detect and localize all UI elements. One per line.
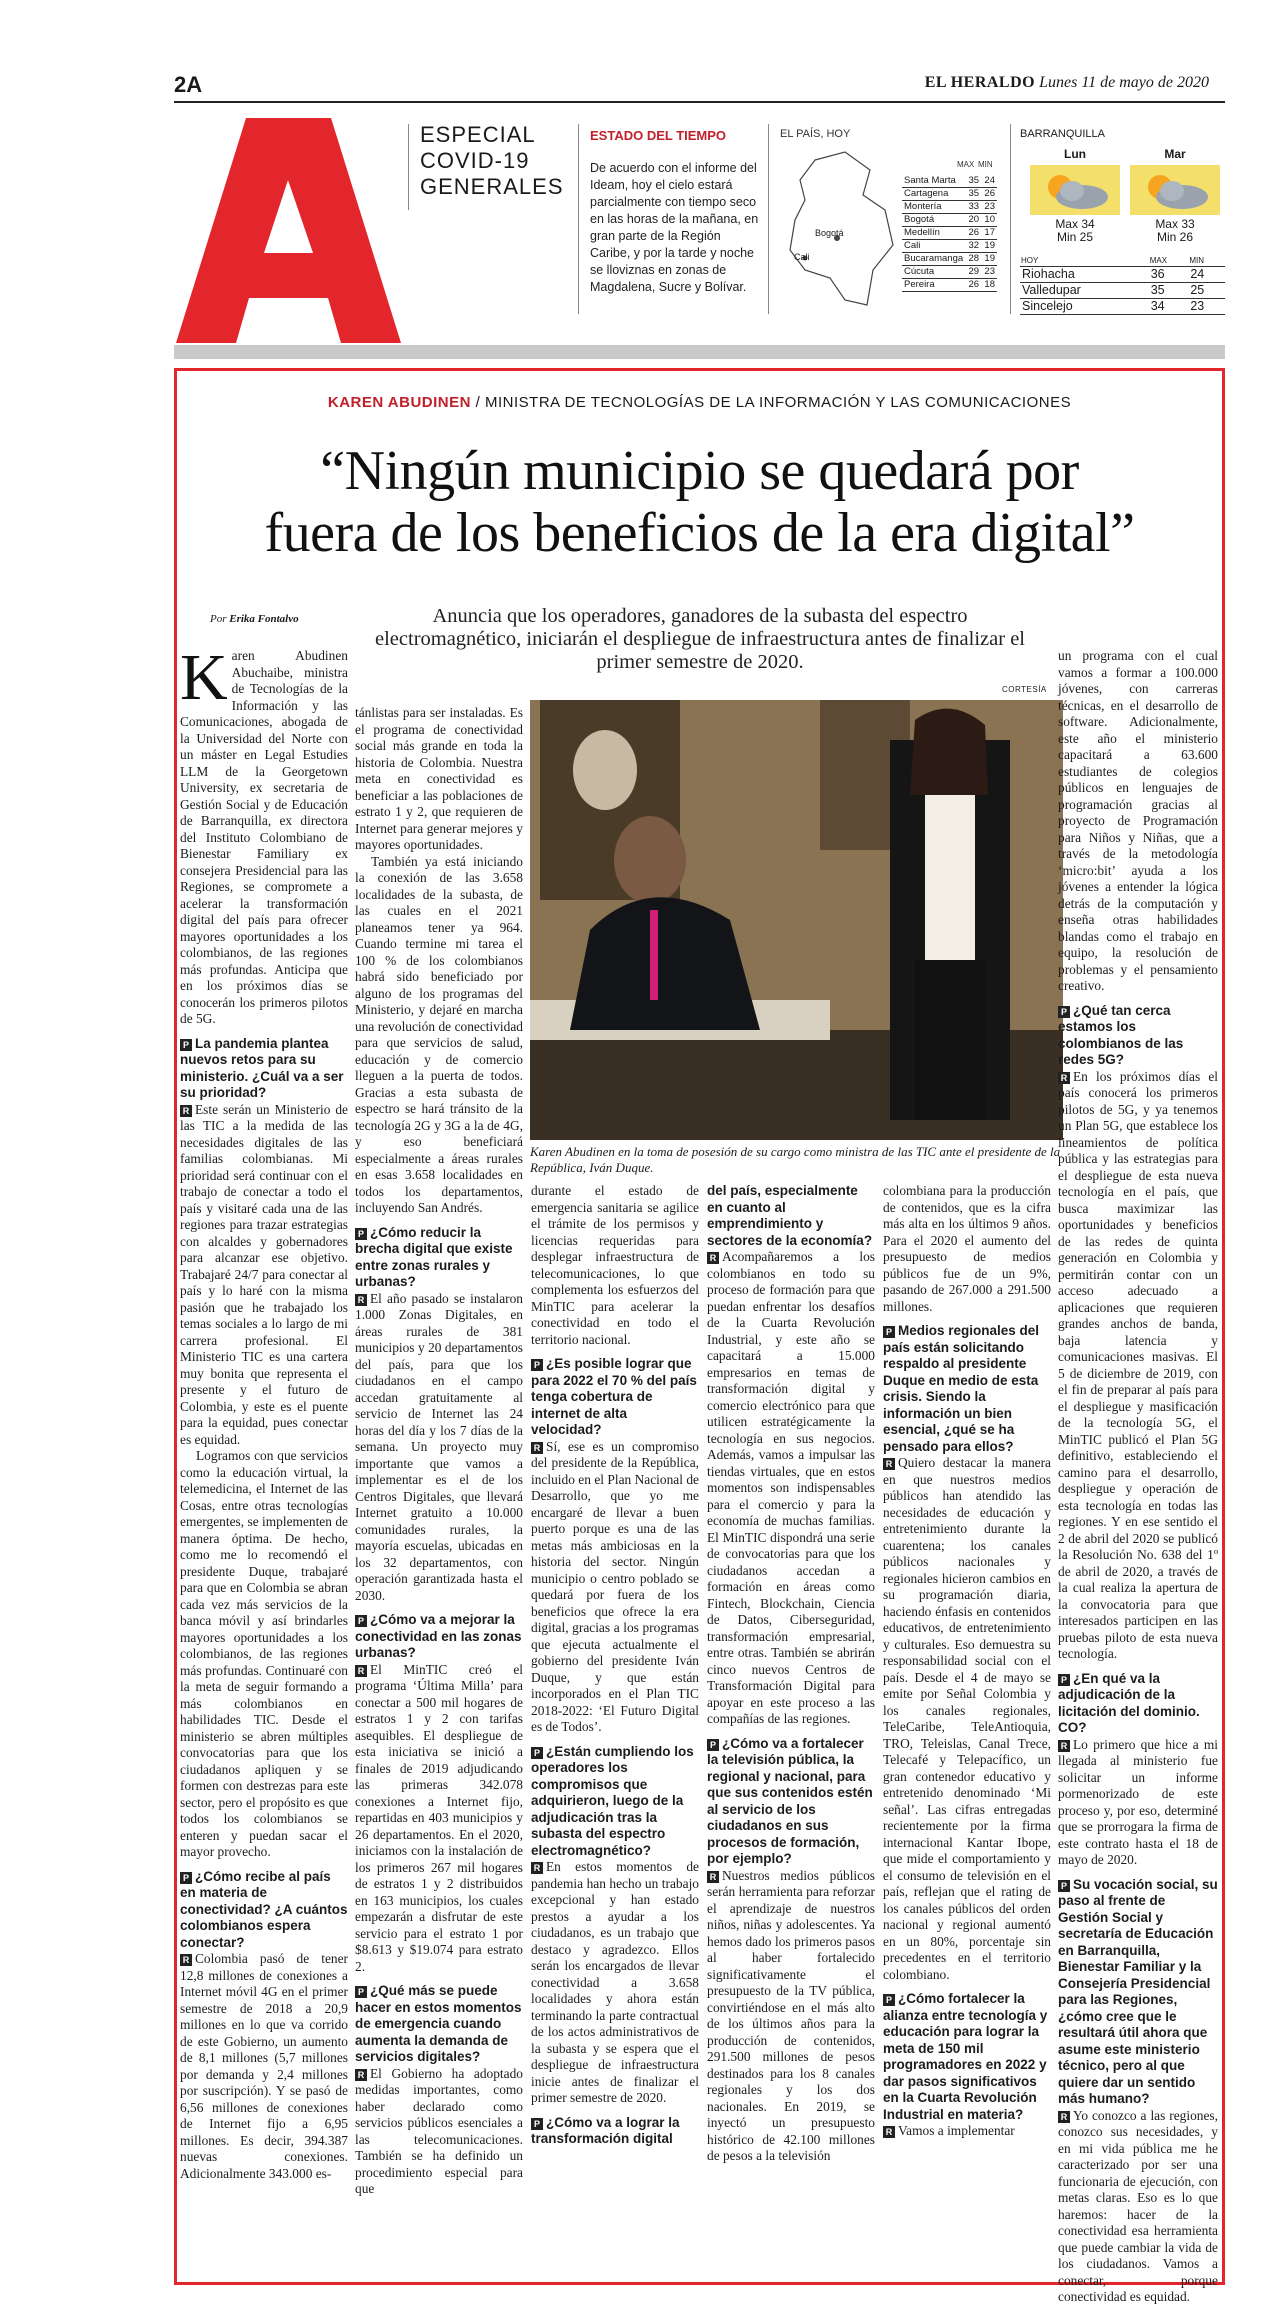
photo-caption: Karen Abudinen en la toma de posesión de su cargo como ministra de las TIC ante el presidente de la República, Iván Duque. bbox=[530, 1144, 1061, 1175]
page-number: 2A bbox=[174, 72, 203, 97]
map-label-bogota: Bogotá bbox=[815, 228, 844, 238]
answer-text: Este serán un Ministerio de las TIC a la medida de las necesidades digitales de las familias colombianas. Mi prioridad será continuar con el trabajo de conectar a todo el país y visitaré cada una de las regiones para trazar estrategias con alcaldes y gobernadores para alcanzar ese objetivo. Trabajaré 24/7 para conectar al país y lo haré con la misma pasión que he trabajado los temas sociales a lo largo de mi carrera profesional. El Ministerio TIC es una cartera muy bonita que representa el presente y el futuro de Colombia, y este es el puente para la equidad, pues conectar es equidad. bbox=[180, 1101, 348, 1447]
question bbox=[883, 1323, 1051, 1455]
section-line-1: ESPECIAL bbox=[420, 122, 536, 147]
kicker-name: KAREN ABUDINEN bbox=[327, 394, 471, 411]
answer bbox=[180, 1102, 348, 1449]
byline bbox=[210, 613, 299, 625]
max-header: MAX bbox=[1149, 255, 1189, 267]
city-name: Pereira bbox=[902, 279, 965, 292]
day1-temps bbox=[1030, 218, 1120, 244]
regional-row bbox=[1020, 267, 1225, 283]
question-text: La pandemia plantea nuevos retos para su ministerio. ¿Cuál va a ser su prioridad? bbox=[180, 1035, 344, 1100]
question-tag-icon: P bbox=[1058, 1006, 1070, 1018]
answer-tag-icon: R bbox=[1058, 1072, 1070, 1084]
kicker-role: MINISTRA DE TECNOLOGÍAS DE LA INFORMACIÓN Y LAS COMUNICACIONES bbox=[485, 394, 1072, 411]
answer-tag-icon: R bbox=[707, 1252, 719, 1264]
city-max: 26 bbox=[965, 279, 981, 292]
regional-min: 25 bbox=[1188, 283, 1225, 299]
article-column-4 bbox=[707, 1183, 875, 2280]
question-text: ¿Cómo va a fortalecer la televisión pública, la regional y nacional, para que sus contenidos estén al servicio de los ciudadanos en sus procesos de formación, por ejemplo? bbox=[707, 1735, 873, 1866]
answer-text: Sí, ese es un compromiso del presidente de la República, incluido en el Plan Nacional de Desarrollo, que yo me encargaré de llevar a buen puerto porque es una de las metas más ambiciosas en la historia del sector. Ningún municipio o centro poblado se quedará por fuera de los beneficios que ofrece la era digital, gracias a los programas que ejecuta actualmente el gobierno del presidente Iván Duque, y que están incorporados en el Plan TIC 2018-2022: ‘El Futuro Digital es de Todos’. bbox=[531, 1438, 699, 1734]
city-name: Montería bbox=[902, 201, 965, 214]
map-label-cali: Cali bbox=[794, 252, 810, 262]
answer bbox=[355, 1291, 523, 1605]
question-text: ¿Cómo fortalecer la alianza entre tecnología y educación para lograr la meta de 150 mil programadores en 2022 y dar pasos significativos en la Cuarta Revolución Industrial en materia? bbox=[883, 1991, 1048, 2122]
divider bbox=[408, 124, 409, 210]
regional-name: Valledupar bbox=[1020, 283, 1149, 299]
answer-text: El MinTIC creó el programa ‘Última Milla’ para conectar a 500 mil hogares de estratos 1 y 2 con tarifas asequibles. El despliegue de esta iniciativa se inició a finales de 2019 adjudicando las primeras 342.078 conexiones a Internet fijo, repartidas en 403 municipios y 26 departamentos. En el 2020, iniciamos con la instalación de los primeros 267 mil hogares de estratos 1 y 2 distribuidos en 163 municipios, los cuales empezarán a disfrutar de este servicio para el estrato 1 por $8.613 y $19.074 para estrato 2. bbox=[355, 1661, 523, 1974]
answer bbox=[531, 1439, 699, 1736]
masthead-date: Lunes 11 de mayo de 2020 bbox=[1039, 74, 1209, 91]
city-max: 29 bbox=[965, 266, 981, 279]
answer-text: Yo conozco a las regiones, conozco sus necesidades, y en mi vida pública me he caracterizado por ser una funcionaria de ejecución, con metas claras. Eso es lo que haremos: hacer de la conectividad esa herramienta que puede cambiar la vida de los ciudadanos. Vamos a conectar, porque conectividad es equidad. bbox=[1058, 2107, 1218, 2304]
answer-tag-icon: R bbox=[531, 1862, 543, 1874]
city-row bbox=[902, 266, 997, 279]
answer-text: En los próximos días el país conocerá los primeros pilotos de 5G, y ya tenemos un Plan 5G, que establece los lineamientos de política pública y las estrategias para el despliegue de esta nueva tecnología en el país, que busca maximizar las oportunidades y beneficios de las redes de quinta generación en Colombia y permitirán contar con un acceso adecuado a aplicaciones que requieren grandes anchos de banda, baja latencia y comunicaciones masivas. El 5 de diciembre de 2019, con el fin de preparar al país para el despliegue y masificación de la tecnología 5G, el MinTIC publicó el Plan 5G definitivo, estableciendo el camino para el desarrollo, despliegue y operación de esta tecnología en todas las regiones. Y en ese sentido el 2 de abril del 2020 se publicó la Resolución No. 638 del 1º de abril de 2020, a través de la cual realiza la apertura de la convocatoria para que interesados participen en las pruebas piloto de esta nueva tecnología. bbox=[1058, 1068, 1218, 1661]
answer-text: Colombia pasó de tener 12,8 millones de conexiones a Internet móvil 4G en el primer semestre de 2018 a 20,9 millones en lo que va corrido de este Gobierno, un aumento de 8,1 millones (5,7 millones por demanda y 2,4 millones por suscripción). Y se pasó de 6,56 millones de conexiones de Internet fijo a 6,95 millones. Es decir, 394.387 nuevas conexiones. Adicionalmente 343.000 es- bbox=[180, 1951, 348, 2181]
question-text: Medios regionales del país están solicitando respaldo al presidente Duque en medio de esta crisis. Siendo la información un bien esencial, ¿qué se ha pensado para ellos? bbox=[883, 1323, 1040, 1454]
city-row bbox=[902, 214, 997, 227]
answer bbox=[707, 1249, 875, 1728]
question bbox=[707, 1183, 875, 1249]
answer bbox=[1058, 2108, 1218, 2306]
question bbox=[355, 1612, 523, 1662]
paragraph: durante el estado de emergencia sanitaria se agilice el trámite de los permisos y licencias requeridas para desplegar infraestructura de telecomunicaciones, lo que complementa los esfuerzos del MinTIC para acelerar la conectividad en todo el territorio nacional. bbox=[531, 1183, 699, 1347]
answer-text: Quiero destacar la manera en que nuestros medios públicos han atendido las necesidades de educación y entretenimiento durante la cuarentena; los canales públicos nacionales y regionales hicieron cambios en su programación diaria, haciendo énfasis en contenidos educativos, de entretenimiento y culturales. Eso demuestra su responsabilidad social con el país. Desde el 4 de mayo se emite por Señal Colombia y los canales regionales, TeleCaribe, TeleAntioquia, TRO, Teleislas, Canal Trece, Telecafé y Telepacífico, un gran contenedor educativo y entretenido denominado ‘Mi señal’. Las cifras entregadas recientemente por la firma internacional Kantar Ibope, que mide el comportamiento y el consumo de televisión en el país, reflejan que el rating de los canales públicos del orden nacional y regional aumentó en un 80%, porcentaje sin precedentes en el territorio colombiano. bbox=[883, 1455, 1051, 1982]
answer bbox=[531, 1859, 699, 2107]
answer-text: En estos momentos de pandemia han hecho un trabajo excepcional y han estado prestos a ayudar a los ciudadanos, es un trabajo que destaco y agradezco. Ellos serán los encargados de llevar conectividad a 3.658 localidades y ahora están terminando la parte contractual de los actos administrativos de la subasta y se espera que el despliegue de infraestructura inicie antes de finalizar el primer semestre de 2020. bbox=[531, 1859, 699, 2105]
question-tag-icon: P bbox=[531, 1747, 543, 1759]
barranquilla-label: BARRANQUILLA bbox=[1020, 128, 1105, 140]
regional-name: Sincelejo bbox=[1020, 299, 1149, 315]
weather-title: ESTADO DEL TIEMPO bbox=[590, 128, 727, 143]
kicker bbox=[174, 394, 1225, 411]
deck: Anuncia que los operadores, ganadores de la subasta del espectro electromagnético, iniciarán el despliegue de infraestructura antes de finalizar el primer semestre de 2020. bbox=[375, 605, 1025, 673]
question-text: ¿Qué tan cerca estamos los colombianos de las redes 5G? bbox=[1058, 1002, 1184, 1067]
day1-min: Min 25 bbox=[1056, 230, 1094, 244]
question bbox=[180, 1869, 348, 1952]
question bbox=[355, 1983, 523, 2066]
answer-tag-icon: R bbox=[1058, 2111, 1070, 2123]
regional-row bbox=[1020, 299, 1225, 315]
answer bbox=[180, 1951, 348, 2182]
section-line-3: GENERALES bbox=[420, 174, 564, 199]
regional-min: 24 bbox=[1188, 267, 1225, 283]
city-max: 33 bbox=[965, 201, 981, 214]
answer-text: Nuestros medios públicos serán herramienta para reforzar el aprendizaje de nuestros niños, niñas y adolescentes. Ya hemos dado los primeros pasos al haber fortalecido significativamente el presupuesto de la TV pública, convirtiéndose en el más alto de los últimos años para la producción de contenidos, 291.500 millones de pesos destinados para los 8 canales regionales y los dos nacionales. En 2019, se inyectó un presupuesto histórico de 42.100 millones de pesos a la televisión bbox=[707, 1867, 875, 2163]
section-line-2: COVID-19 bbox=[420, 148, 530, 173]
answer-text: El año pasado se instalaron 1.000 Zonas Digitales, en áreas rurales de 381 municipios y 20 departamentos del país, para que los ciudadanos en el campo accedan gratuitamente al servicio de Internet las 24 horas del día y los 7 días de la semana. Un proyecto muy importante que vamos a implementar es el de los Centros Digitales, que llevará Internet gratuito a 10.000 comunidades rurales, la mayoría escuelas, ubicadas en los 32 departamentos, con operación garantizada hasta el 2030. bbox=[355, 1290, 523, 1603]
section-letter-logo bbox=[176, 118, 401, 343]
city-min: 23 bbox=[981, 266, 997, 279]
city-max: 26 bbox=[965, 227, 981, 240]
question-tag-icon: P bbox=[355, 1615, 367, 1627]
regional-max: 35 bbox=[1149, 283, 1189, 299]
answer-tag-icon: R bbox=[355, 1665, 367, 1677]
partly-cloudy-icon bbox=[1130, 165, 1220, 215]
drop-cap: K bbox=[180, 641, 228, 714]
answer-tag-icon: R bbox=[355, 1294, 367, 1306]
city-name: Medellín bbox=[902, 227, 965, 240]
city-min: 26 bbox=[981, 188, 997, 201]
article-column-3 bbox=[531, 1183, 699, 2280]
forecast-day-1: Lun bbox=[1064, 147, 1086, 161]
answer-tag-icon: R bbox=[883, 2126, 895, 2138]
question bbox=[531, 1744, 699, 1860]
answer bbox=[1058, 1737, 1218, 1869]
question-tag-icon: P bbox=[531, 1359, 543, 1371]
question bbox=[531, 1356, 699, 1439]
answer bbox=[883, 2123, 1051, 2140]
answer bbox=[883, 1455, 1051, 1983]
regional-max: 36 bbox=[1149, 267, 1189, 283]
city-min: 19 bbox=[981, 240, 997, 253]
question bbox=[707, 1736, 875, 1868]
hoy-header: HOY bbox=[1020, 255, 1149, 267]
city-row bbox=[902, 240, 997, 253]
answer bbox=[355, 1662, 523, 1976]
day2-temps bbox=[1130, 218, 1220, 244]
city-max: 20 bbox=[965, 214, 981, 227]
country-label: EL PAÍS, HOY bbox=[780, 128, 851, 140]
divider bbox=[768, 124, 769, 314]
city-min: 23 bbox=[981, 201, 997, 214]
article-column-2 bbox=[355, 705, 523, 2280]
question-tag-icon: P bbox=[355, 1228, 367, 1240]
question-text: ¿Qué más se puede hacer en estos momentos de emergencia cuando aumenta la demanda de servicios digitales? bbox=[355, 1983, 522, 2064]
section-label bbox=[420, 122, 590, 200]
answer-tag-icon: R bbox=[1058, 1740, 1070, 1752]
question bbox=[180, 1036, 348, 1102]
answer-text: Lo primero que hice a mi llegada al ministerio fue solicitar un informe pormenorizado de este proceso y, por eso, determiné que se prorrogara la firma de este contrato hasta el 18 de mayo de 2020. bbox=[1058, 1736, 1218, 1867]
weather-text: De acuerdo con el informe del Ideam, hoy el cielo estará parcialmente con tiempo seco en las horas de la mañana, en gran parte de la Región Caribe, y por la tarde y noche se lloviznas en zonas de Magdalena, Sucre y Bolívar. bbox=[590, 161, 759, 294]
answer-tag-icon: R bbox=[707, 1871, 719, 1883]
answer-tag-icon: R bbox=[883, 1458, 895, 1470]
article-column-6 bbox=[1058, 648, 1218, 2304]
city-row bbox=[902, 201, 997, 214]
question-text: ¿Cómo reducir la brecha digital que existe entre zonas rurales y urbanas? bbox=[355, 1224, 513, 1289]
regional-name: Riohacha bbox=[1020, 267, 1149, 283]
question-tag-icon: P bbox=[180, 1039, 192, 1051]
masthead bbox=[925, 74, 1209, 92]
top-rule bbox=[174, 101, 1225, 103]
city-row bbox=[902, 253, 997, 266]
question bbox=[531, 2115, 699, 2148]
city-min: 24 bbox=[981, 175, 997, 188]
article-column-1 bbox=[180, 641, 348, 2280]
question-text: del país, especialmente en cuanto al emprendimiento y sectores de la economía? bbox=[707, 1183, 873, 1248]
city-max: 28 bbox=[965, 253, 981, 266]
city-weather-table bbox=[902, 175, 997, 292]
section-divider-bar bbox=[174, 345, 1225, 359]
paragraph: También ya está iniciando la conexión de las 3.658 localidades de la subasta, de las cuales en el 2021 planeamos tener ya 964. Cuando termine mi tarea el 100 % de los colombianos habrá sido beneficiado por alguno de los programas del Ministerio, y dejaré en marcha una revolución de conectividad para que servicios de salud, educación y de comercio lleguen a la puerta de todos. Gracias a esta subasta de espectro se hará tránsito de la tecnología 2G y 3G a la de 4G, y eso beneficiará especialmente a áreas rurales en esas 3.658 localidades en todos los departamentos, incluyendo San Andrés. bbox=[355, 853, 523, 1215]
question-tag-icon: P bbox=[355, 1986, 367, 1998]
city-row bbox=[902, 188, 997, 201]
city-name: Bogotá bbox=[902, 214, 965, 227]
min-header: MIN bbox=[1188, 255, 1225, 267]
regional-weather-table bbox=[1020, 255, 1225, 315]
city-row bbox=[902, 175, 997, 188]
question-tag-icon: P bbox=[883, 1994, 895, 2006]
regional-max: 34 bbox=[1149, 299, 1189, 315]
answer-tag-icon: R bbox=[531, 1442, 543, 1454]
paragraph: Logramos con que servicios como la educación virtual, la telemedicina, el Internet de las Cosas, entre otras tecnologías emergentes, se implementen de manera óptima. De hecho, como me lo recomendó el presidente Duque, trabajaré para que en Colombia se abran cada vez más servicios de la banca móvil y así brindarles mayores oportunidades a los colombianos, de las regiones más profundas. Continuaré con la meta de seguir formando a más colombianos en habilidades TIC. Desde el ministerio se abren múltiples convocatorias para que los ciudadanos apliquen y se formen con destrezas para este sector, pero el propósito es que todos los colombianos se enteren y puedan sacar el mayor provecho. bbox=[180, 1448, 348, 1859]
answer-tag-icon: R bbox=[180, 1105, 192, 1117]
answer-text: El Gobierno ha adoptado medidas importantes, como haber declarado como servicios públicos esenciales a las telecomunicaciones. También se ha definido un procedimiento especial para que bbox=[355, 2065, 523, 2196]
city-min: 10 bbox=[981, 214, 997, 227]
city-row bbox=[902, 227, 997, 240]
max-header: MAX bbox=[957, 160, 975, 169]
question bbox=[883, 1991, 1051, 2123]
question-text: ¿En qué va la adjudicación de la licitación del dominio. CO? bbox=[1058, 1670, 1200, 1735]
city-min: 17 bbox=[981, 227, 997, 240]
partly-cloudy-icon bbox=[1030, 165, 1120, 215]
byline-author: Erika Fontalvo bbox=[229, 613, 299, 625]
question bbox=[1058, 1003, 1218, 1069]
question-text: ¿Es posible lograr que para 2022 el 70 % del país tenga cobertura de internet de alta velocidad? bbox=[531, 1356, 697, 1437]
day1-max: Max 34 bbox=[1055, 217, 1095, 231]
city-min: 18 bbox=[981, 279, 997, 292]
city-name: Bucaramanga bbox=[904, 253, 964, 264]
question-text: ¿Cómo va a mejorar la conectividad en las zonas urbanas? bbox=[355, 1612, 522, 1660]
question-tag-icon: P bbox=[1058, 1880, 1070, 1892]
regional-min: 23 bbox=[1188, 299, 1225, 315]
photo-credit: CORTESÍA bbox=[1002, 685, 1047, 694]
day2-max: Max 33 bbox=[1155, 217, 1195, 231]
city-name: Cúcuta bbox=[902, 266, 965, 279]
city-name: Cartagena bbox=[902, 188, 965, 201]
paragraph: un programa con el cual vamos a formar a 100.000 jóvenes, con carreras técnicas, en el desarrollo de software. Adicionalmente, este año el ministerio capacitará a 63.600 estudiantes de colegios públicos en lenguajes de programación gracias al proyecto de Programación para Niños y Niñas, que a través de la metodología ‘micro:bit’ ayuda a los jóvenes a entender la lógica detrás de la computación y enseña otras habilidades blandas como el trabajo en equipo, la resolución de problemas y el pensamiento creativo. bbox=[1058, 648, 1218, 993]
byline-prefix: Por bbox=[210, 613, 230, 625]
min-header: MIN bbox=[978, 160, 993, 169]
day2-min: Min 26 bbox=[1156, 230, 1194, 244]
answer bbox=[707, 1868, 875, 2165]
paragraph: colombiana para la producción de contenidos, que es la cifra más alta en los últimos 9 años. Para el 2020 el aumento del presupuesto de medios públicos fue de un 9%, pasando de 267.000 a 291.500 millones. bbox=[883, 1183, 1051, 1314]
kicker-separator: / bbox=[470, 394, 485, 411]
headline-line-2: fuera de los beneficios de la era digital” bbox=[264, 502, 1135, 564]
city-max: 35 bbox=[965, 188, 981, 201]
answer-tag-icon: R bbox=[355, 2069, 367, 2081]
question-text: Su vocación social, su paso al frente de Gestión Social y secretaría de Educación en Barranquilla, Bienestar Familiar y la Consejería Presidencial para las Regiones, ¿cómo cree que le resultará útil ahora que asume este ministerio técnico, pero al que quiere dar un sentido más humano? bbox=[1058, 1876, 1218, 2106]
masthead-name: EL HERALDO bbox=[924, 74, 1036, 91]
intro-paragraph: aren Abudinen Abuchaibe, ministra de Tecnologías de la Información y las Comunicaciones, abogada de la Universidad del Norte con un máster en Legal Estudies LLM de la Georgetown University, ex secretaria de Gestión Social y de Educación de Barranquilla, ex directora del Instituto Colombiano de Bienestar Familiary ex consejera Presidencial para las Regiones, se compromete a acelerar la transformación digital del país para ofrecer mayores oportunidades a los colombianos, de las regiones más profundas. Anticipa que en los próximos días se conocerán los primeros pilotos de 5G. bbox=[180, 648, 348, 1026]
question-tag-icon: P bbox=[1058, 1674, 1070, 1686]
headline bbox=[174, 440, 1225, 564]
divider bbox=[578, 124, 579, 314]
question bbox=[1058, 1877, 1218, 2108]
city-row bbox=[902, 279, 997, 292]
answer bbox=[355, 2066, 523, 2198]
question bbox=[1058, 1671, 1218, 1737]
question-tag-icon: P bbox=[531, 2118, 543, 2130]
question-text: ¿Cómo recibe al país en materia de conectividad? ¿A cuántos colombianos espera conectar? bbox=[180, 1868, 348, 1950]
paragraph: tánlistas para ser instaladas. Es el programa de conectividad social más grande en toda la historia de Colombia. Nuestra meta en conectividad es beneficiar a las poblaciones de estrato 1 y 2, que requieren de Internet para generar mejores y mayores oportunidades. bbox=[355, 705, 523, 852]
question-tag-icon: P bbox=[707, 1739, 719, 1751]
question-tag-icon: P bbox=[180, 1872, 192, 1884]
city-max: 35 bbox=[965, 175, 981, 188]
divider bbox=[1010, 124, 1011, 314]
regional-row bbox=[1020, 283, 1225, 299]
answer bbox=[1058, 1069, 1218, 1663]
answer-tag-icon: R bbox=[180, 1954, 192, 1966]
question-tag-icon: P bbox=[883, 1326, 895, 1338]
city-name: Cali bbox=[902, 240, 965, 253]
city-max: 32 bbox=[965, 240, 981, 253]
article-photo bbox=[530, 700, 1063, 1140]
section-letter-text bbox=[176, 110, 177, 111]
question bbox=[355, 1225, 523, 1291]
headline-line-1: “Ningún municipio se quedará por bbox=[320, 440, 1079, 502]
forecast-day-2: Mar bbox=[1164, 147, 1186, 161]
question-text: ¿Están cumpliendo los operadores los compromisos que adquirieron, luego de la adjudicación tras la subasta del espectro electromagnético? bbox=[531, 1743, 694, 1858]
city-name: Santa Marta bbox=[902, 175, 965, 188]
article-column-5 bbox=[883, 1183, 1051, 2280]
answer-text: Acompañaremos a los colombianos en todo su proceso de formación para que puedan enfrentar los desafíos de la Cuarta Revolución Industrial, y este año se capacitará a 15.000 empresarios en temas de transformación digital y comercio electrónico para que utilicen estratégicamente la tecnología en sus negocios. Además, vamos a impulsar las tiendas virtuales, que en estos momentos son indispensables para el comercio y para la economía de muchas familias. El MinTIC dispondrá una serie de convocatorias para que los ciudadanos accedan a formación en áreas como Fintech, Blockchain, Ciencia de Datos, Ciberseguridad, transformación empresarial, entre otras. También se abrirán cinco nuevos Centros de Transformación Digital para apoyar en este proceso a las compañías de las regiones. bbox=[707, 1249, 875, 1726]
city-min: 19 bbox=[981, 253, 997, 266]
question-text: ¿Cómo va a lograr la transformación digital bbox=[531, 2114, 680, 2146]
answer-text: Vamos a implementar bbox=[898, 2123, 1015, 2138]
